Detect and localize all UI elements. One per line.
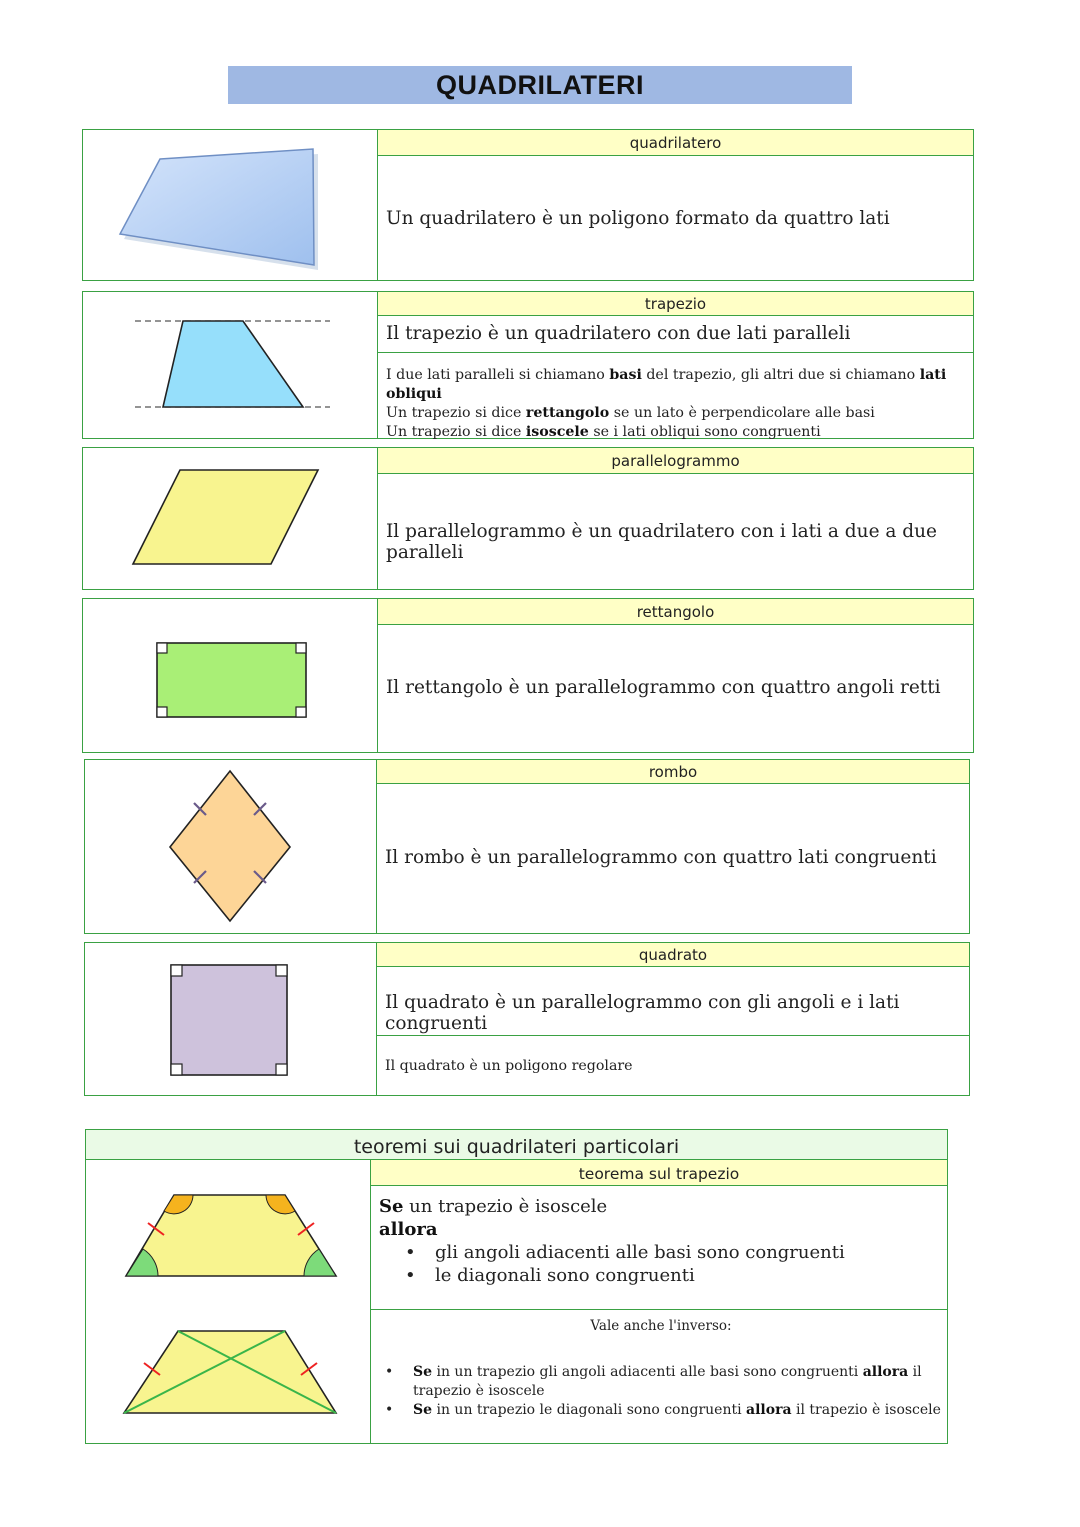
isosceles-trapezoid-shape xyxy=(126,1195,336,1276)
quadrilateral-figure xyxy=(83,130,376,280)
rectangle-figure xyxy=(83,599,376,752)
right-angle-mark xyxy=(296,643,306,653)
shape-name-header: rombo xyxy=(377,760,969,784)
row-trapezio xyxy=(82,291,974,439)
figure-cell xyxy=(83,448,378,589)
note-line: Un trapezio si dice isoscele se i lati obliqui sono congruenti xyxy=(386,424,821,440)
quadrilateral-shape xyxy=(120,149,314,265)
right-angle-mark xyxy=(171,965,182,976)
figure-cell xyxy=(83,130,378,280)
shape-definition: Il quadrato è un parallelogrammo con gli angoli e i lati congruenti xyxy=(385,992,900,1034)
right-angle-mark xyxy=(157,643,167,653)
shape-name-header: quadrilatero xyxy=(378,130,973,156)
page-title: QUADRILATERI xyxy=(436,69,644,100)
isosceles-trapezoid-figures xyxy=(86,1160,369,1443)
theorem-subtitle: teorema sul trapezio xyxy=(371,1160,947,1186)
square-note: Il quadrato è un poligono regolare xyxy=(385,1058,633,1074)
parallelogram-figure xyxy=(83,448,376,589)
parallelogram-shape xyxy=(133,470,318,564)
theorem-statement xyxy=(379,1195,941,1287)
shape-definition: Un quadrilatero è un poligono formato da quattro lati xyxy=(386,208,890,229)
trapezoid-shape xyxy=(163,321,303,407)
list-item: • Se in un trapezio gli angoli adiacenti alle basi sono congruenti allora il trapezio è isoscele xyxy=(379,1363,943,1401)
theorem-if: Se un trapezio è isoscele xyxy=(379,1196,608,1217)
row-parallelogrammo xyxy=(82,447,974,590)
trapezoid-notes xyxy=(386,366,969,442)
theorem-consequences xyxy=(379,1241,941,1287)
shape-definition: Il trapezio è un quadrilatero con due lati paralleli xyxy=(386,323,851,344)
shape-definition: Il rettangolo è un parallelogrammo con quattro angoli retti xyxy=(386,677,941,698)
shape-name-header: rettangolo xyxy=(378,599,973,625)
right-angle-mark xyxy=(171,1064,182,1075)
rhombus-figure xyxy=(85,760,375,933)
note-line: I due lati paralleli si chiamano basi del trapezio, gli altri due si chiamano lati obliqui xyxy=(386,367,947,402)
row-quadrilatero xyxy=(82,129,974,281)
square-shape xyxy=(171,965,287,1075)
trapezoid-figure xyxy=(83,292,376,438)
theorems-title: teoremi sui quadrilateri particolari xyxy=(86,1130,947,1160)
figure-cell xyxy=(86,1160,371,1443)
figure-cell xyxy=(85,760,377,933)
right-angle-mark xyxy=(276,965,287,976)
inverse-title: Vale anche l'inverso: xyxy=(590,1318,732,1334)
theorems-section xyxy=(85,1129,948,1444)
right-angle-mark xyxy=(296,707,306,717)
shape-name-header: trapezio xyxy=(378,292,973,316)
rhombus-shape xyxy=(170,771,290,921)
figure-cell xyxy=(83,292,378,438)
figure-cell xyxy=(85,943,377,1095)
theorem-then: allora xyxy=(379,1219,438,1240)
list-item: • Se in un trapezio le diagonali sono congruenti allora il trapezio è isoscele xyxy=(379,1401,943,1420)
page-title-bar xyxy=(228,66,852,104)
figure-cell xyxy=(83,599,378,752)
right-angle-mark xyxy=(276,1064,287,1075)
right-angle-mark xyxy=(157,707,167,717)
list-item: • le diagonali sono congruenti xyxy=(379,1264,941,1287)
row-rettangolo xyxy=(82,598,974,753)
note-line: Un trapezio si dice rettangolo se un lato è perpendicolare alle basi xyxy=(386,405,875,421)
row-rombo xyxy=(84,759,970,934)
shape-definition: Il parallelogrammo è un quadrilatero con i lati a due a due paralleli xyxy=(386,521,938,563)
inverse-statements xyxy=(379,1363,943,1420)
shape-definition: Il rombo è un parallelogrammo con quattro lati congruenti xyxy=(385,847,937,868)
shape-name-header: parallelogrammo xyxy=(378,448,973,474)
row-quadrato xyxy=(84,942,970,1096)
square-figure xyxy=(85,943,375,1095)
rectangle-shape xyxy=(157,643,306,717)
list-item: • gli angoli adiacenti alle basi sono congruenti xyxy=(379,1241,941,1264)
shape-name-header: quadrato xyxy=(377,943,969,967)
